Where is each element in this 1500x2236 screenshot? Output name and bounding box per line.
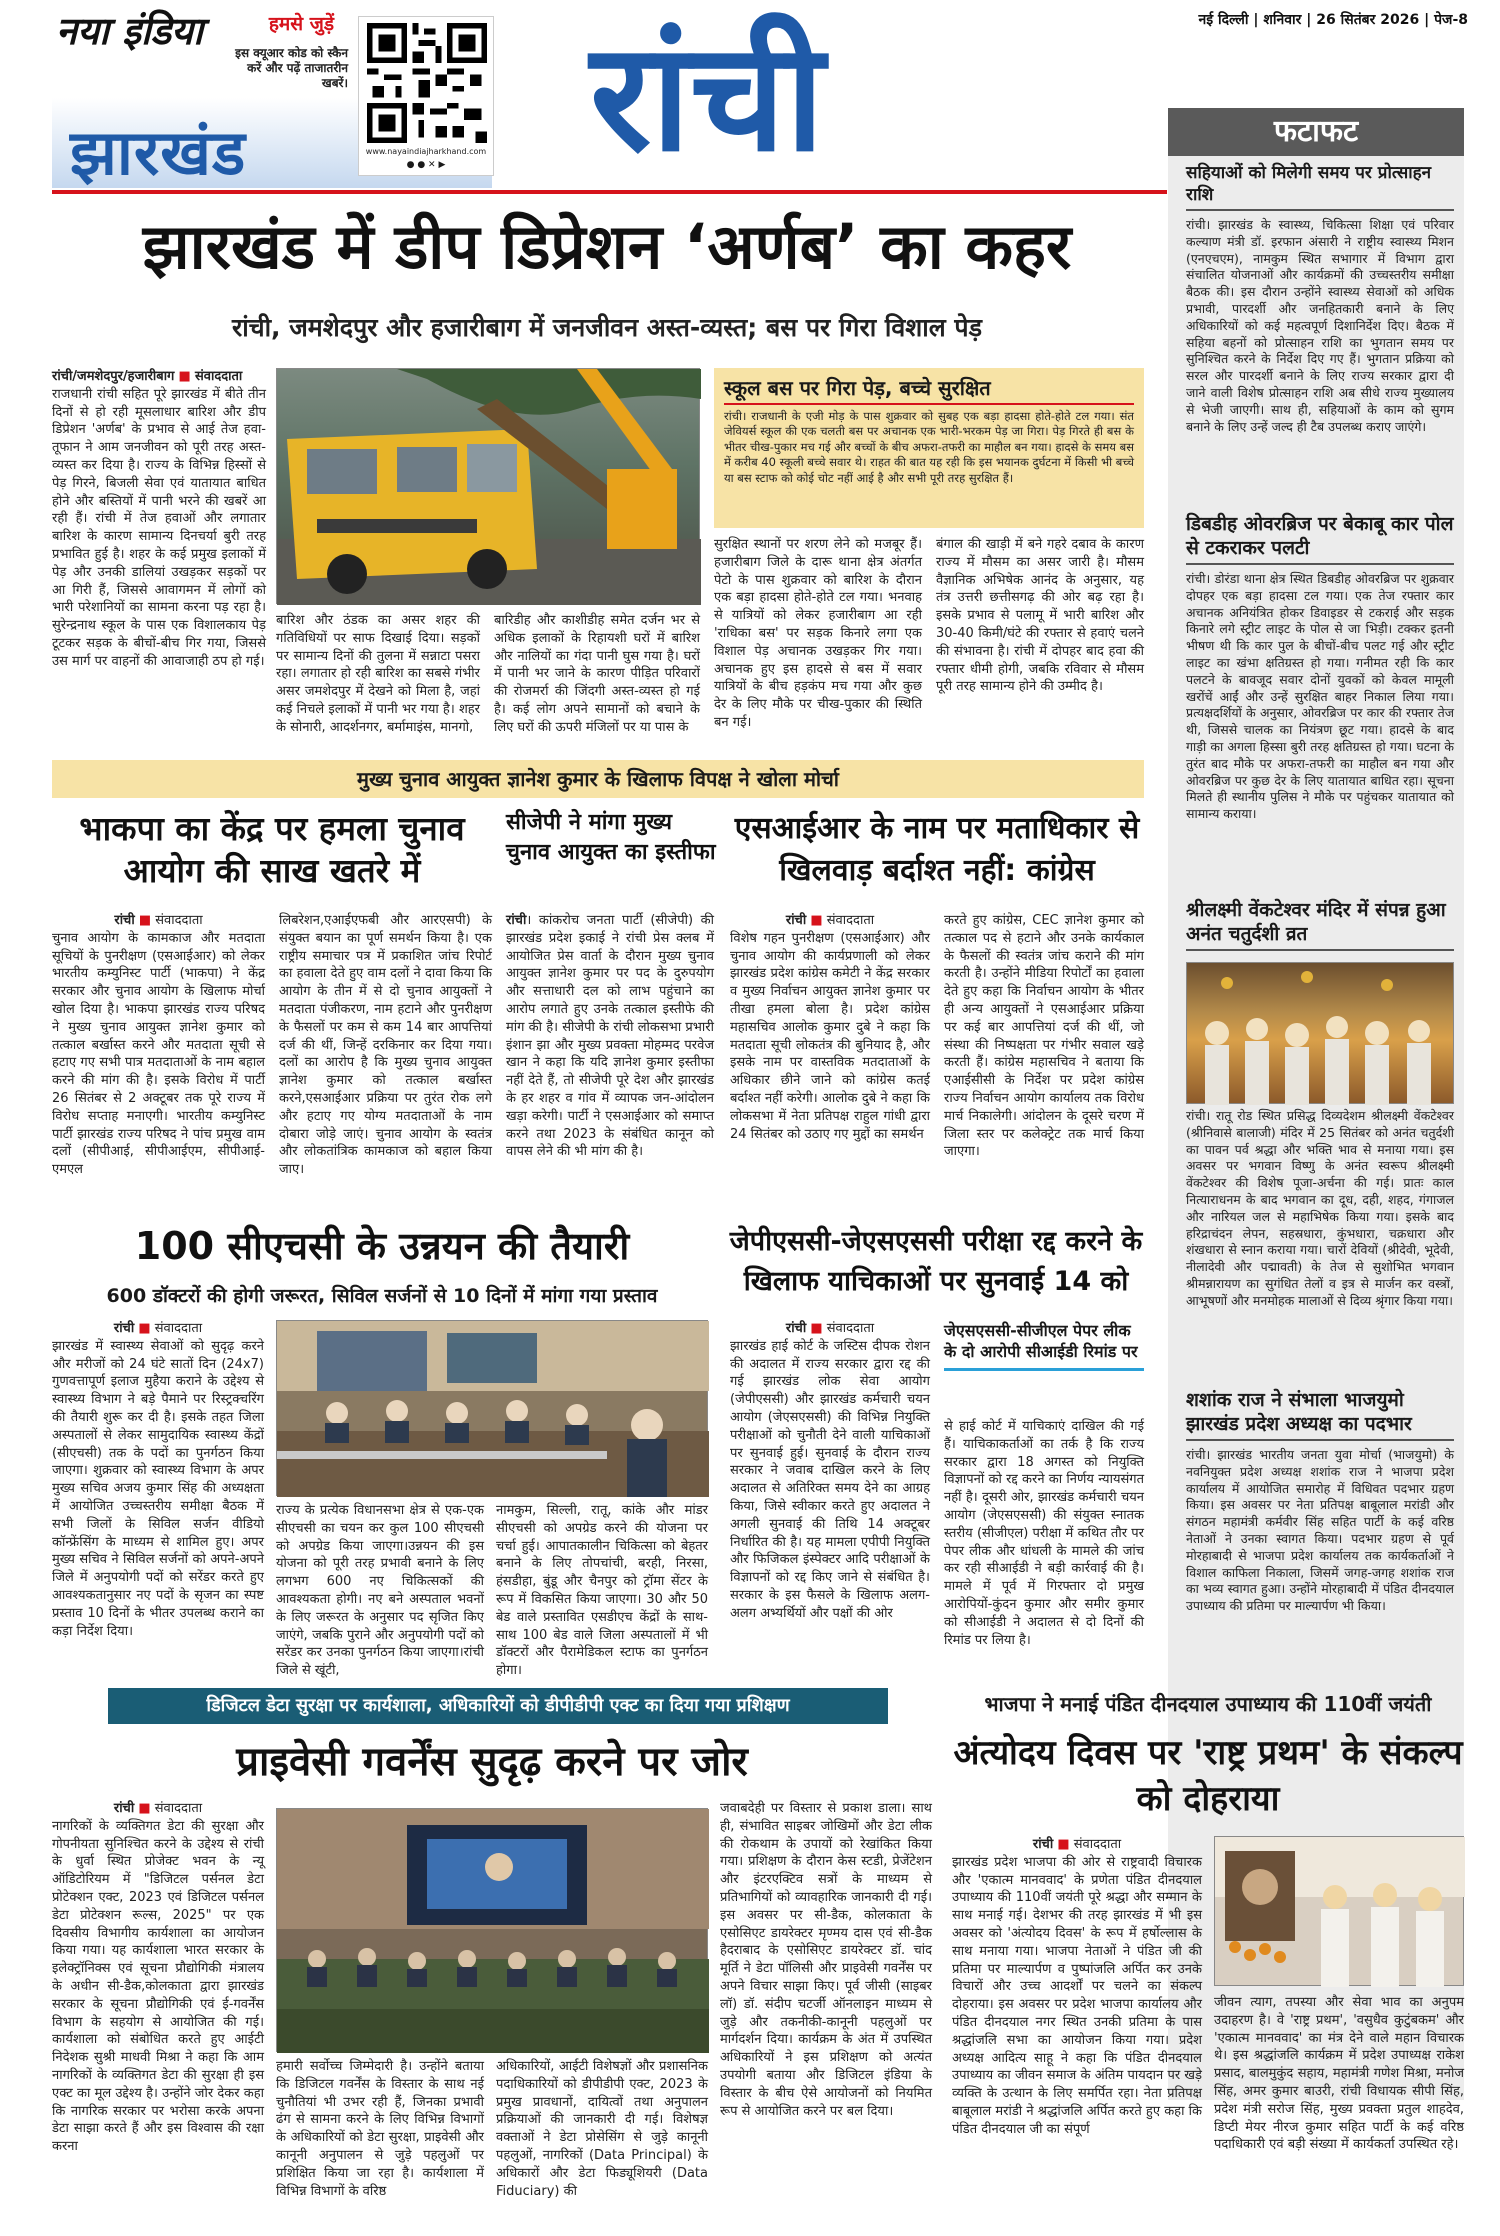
digital-col-4: जवाबदेही पर विस्तार से प्रकाश डाला। साथ ही, संभावित साइबर जोखिमों और डेटा लीक की रोकथाम के उपायों को रेखांकित किया गया। प्रशिक्षण के दौरान केस स्टडी, प्रेजेंटेशन और इंटरएक्टिव सत्रों के माध्यम से प्रतिभागियों को व्यावहारिक जानकारी दी गई। इस अवसर पर सी-डैक, कोलकाता के एसोसिएट डायरेक्टर मृण्मय दास एवं सी-डैक हैदराबाद के एसोसिएट डायरेक्टर डॉ. चांद मूर्ति ने डेटा पॉलिसी और प्राइवेसी गवर्नेंस पर अपने विचार साझा किए। पूर्व जीसी (साइबर लॉ) डॉ. संदीप चटर्जी ऑनलाइन माध्यम से जुड़े और तकनीकी-कानूनी पहलुओं पर मार्गदर्शन दिया। कार्यक्रम के अंत में उपस्थित अधिकारियों ने इस प्रशिक्षण को अत्यंत उपयोगी बताया और डिजिटल इंडिया के विस्तार के बीच ऐसे आयोजनों को नियमित रूप से आयोजित करने पर बल दिया। (720, 1801, 932, 2119)
meeting-photo (276, 1320, 708, 1496)
school-bus-text: रांची। राजधानी के एजी मोड़ के पास शुक्रवार को सुबह एक बड़ा हादसा होते-होते टल गया। संत जेवियर्स स्कूल की एक चलती बस पर अचानक एक भारी-भरकम पेड़ जा गिरा। पेड़ गिरते ही बस के भीतर चीख-पुकार मच गई और बच्चों के बीच अफरा-तफरी का माहौल बन गया। हादसे के समय बस में करीब 40 स्कूली बच्चे सवार थे। राहत की बात यह रही कि इस भयानक दुर्घटना में किसी भी बच्चे या बस स्टाफ को कोई चोट नहीं आई है और सभी पूरी तरह सुरक्षित हैं। (724, 409, 1134, 485)
congress-headline[interactable]: एसआईआर के नाम पर मताधिकार से खिलवाड़ बर्दाश्त नहीं: कांग्रेस (734, 811, 1140, 888)
lead-dateline: रांची/जमशेदपुर/हजारीबाग (52, 369, 175, 384)
registration-dot-icon: ■ (178, 369, 191, 384)
cpi-headline[interactable]: भाकपा का केंद्र पर हमला चुनाव आयोग की साख खतरे में (79, 809, 465, 890)
sidebar-label-text: फटाफट (1273, 114, 1359, 149)
cjp-text: कांकरोच जनता पार्टी (सीजेपी) की झारखंड प्रदेश इकाई ने रांची प्रेस क्लब में आयोजित प्रेस वार्ता के दौरान मुख्य चुनाव आयुक्त ज्ञानेश कुमार पर पद के दुरुपयोग और सत्ताधारी दल को लाभ पहुंचाने का आरोप लगाते हुए उनके तत्काल इस्तीफे की मांग की है। सीजेपी के रांची लोकसभा प्रभारी इंशान झा और मुख्य प्रवक्ता मोहम्मद परवेज खान ने कहा कि यदि ज्ञानेश कुमार इस्तीफा नहीं देते हैं, तो सीजेपी पूरे देश और झारखंड के हर शहर व गांव में व्यापक जन-आंदोलन खड़ा करेगी। पार्टी ने एसआईआर को समाप्त करने तथा 2023 के संबंधित कानून को वापस लेने की भी मांग की है। (506, 913, 714, 1160)
election-banner-text: मुख्य चुनाव आयुक्त ज्ञानेश कुमार के खिलाफ विपक्ष ने खोला मोर्चा (357, 767, 839, 791)
cpi-col-1 (52, 912, 265, 1212)
digital-byline: संवाददाता (154, 1801, 203, 1816)
cpi-dateline: रांची (114, 913, 135, 928)
registration-dot-icon: ■ (1057, 1837, 1070, 1852)
congress-body (730, 912, 1144, 1212)
sidebar-story-3[interactable] (1186, 898, 1454, 957)
jpsc-side-head: जेएसएससी-सीजीएल पेपर लीक के दो आरोपी सीआईडी रिमांड पर (944, 1320, 1144, 1371)
lead-col-5: बंगाल की खाड़ी में बने गहरे दबाव के कारण राज्य में मौसम का असर जारी है। मौसम वैज्ञानिक अभिषेक आनंद के अनुसार, यह तंत्र उत्तरी छत्तीसगढ़ की ओर बढ़ रहा है। इसके प्रभाव से पलामू में भारी बारिश और 30-40 किमी/घंटे की रफ्तार से हवाएं चलने की संभावना है। रांची में दोपहर बाद हवा की रफ्तार धीमी होगी, जबकि रविवार से मौसम पूरी तरह सामान्य होने की उम्मीद है। (936, 537, 1144, 695)
connect-title: हमसे जुड़ें (268, 13, 334, 35)
sidebar-label (1168, 108, 1464, 156)
antyodaya-col-1 (952, 1836, 1202, 2232)
lead-col-2: बारिश और ठंडक का असर शहर की गतिविधियों पर साफ दिखाई दिया। सड़कों पर सामान्य दिनों की तुलना में सन्नाटा पसरा रहा। लगातार हो रही बारिश का सबसे गंभीर असर जमशेदपुर में देखने को मिला है, जहां कई निचले इलाकों में पानी भर गया है। शहर के सोनारी, आदर्शनगर, बर्मामाइंस, मानगो, (276, 613, 480, 735)
dateline-top: नई दिल्ली | शनिवार | 26 सितंबर 2026 | पेज-8 (1198, 12, 1468, 28)
brand-top: नया इंडिया (56, 9, 203, 53)
sidebar-story-3-head: श्रीलक्ष्मी वेंकटेश्वर मंदिर में संपन्न हुआ अनंत चतुर्दशी व्रत (1186, 898, 1454, 951)
chc-col-2: राज्य के प्रत्येक विधानसभा क्षेत्र से एक-एक सीएचसी का चयन कर कुल 100 सीएचसी को अपग्रेड किया जाएगा।उन्नयन की इस योजना को पूरी तरह प्रभावी बनाने के लिए लगभग 600 नए चिकित्सकों की आवश्यकता होगी। नए बने अस्पताल भवनों के लिए जरूरत के अनुसार पद सृजित किए जाएंगे, जबकि पुराने और अनुपयोगी पदों को सरेंडर कर उनका पुनर्गठन किया जाएगा।रांची जिले से खूंटी, (276, 1503, 484, 1679)
congress-col-1 (730, 912, 930, 1212)
sidebar-story-2-text: रांची। डोरंडा थाना क्षेत्र स्थित डिबडीह ओवरब्रिज पर शुक्रवार दोपहर एक बड़ा हादसा टल गया। एक तेज रफ्तार कार अचानक अनियंत्रित होकर डिवाइडर से टकराई और सड़क किनारे लगे स्ट्रीट लाइट के पोल से जा भिड़ी। टक्कर इतनी भीषण थी कि कार पुल के बीचों-बीच पलट गई और स्ट्रीट लाइट का खंभा क्षतिग्रस्त हो गया। गनीमत रही कि कार पलटने के बावजूद सवार दोनों युवकों को केवल मामूली खरोंचें आईं और उन्हें सुरक्षित बाहर निकाल लिया गया। प्रत्यक्षदर्शियों के अनुसार, ओवरब्रिज पर कार की रफ्तार तेज थी, जिससे चालक का नियंत्रण छूट गया। हादसे के बाद गाड़ी का अगला हिस्सा बुरी तरह क्षतिग्रस्त हो गया। घटना के तुरंत बाद मौके पर अफरा-तफरी का माहौल बन गया और ओवरब्रिज पर कुछ देर के लिए यातायात बाधित रहा। सूचना मिलते ही स्थानीय पुलिस ने मौके पर पहुंचकर यातायात को सामान्य कराया। (1186, 571, 1454, 822)
social-icons: ● ● ✕ ▶ (406, 160, 446, 170)
chc-col-1 (52, 1320, 264, 1666)
qr-code-icon[interactable] (358, 16, 494, 176)
digital-headline[interactable]: प्राइवेसी गवर्नेंस सुदृढ़ करने पर जोर (236, 1739, 748, 1785)
congress-col-2: करते हुए कांग्रेस, CEC ज्ञानेश कुमार को तत्काल पद से हटाने और उनके कार्यकाल के फैसलों की स्वतंत्र जांच कराने की मांग करती है। उन्होंने मीडिया रिपोर्टों का हवाला देते हुए कहा कि निर्वाचन आयोग के भीतर ही अन्य आयुक्तों ने एसआईआर प्रक्रिया पर कई बार आपत्तियां दर्ज की थीं, जो संस्था की निष्पक्षता पर गंभीर सवाल खड़े करती हैं। कांग्रेस महासचिव ने बताया कि एआईसीसी के निर्देश पर प्रदेश कांग्रेस राज्य निर्वाचन आयोग कार्यालय तक विरोध मार्च निकालेगी। आंदोलन के दूसरे चरण में जिला स्तर पर कलेक्ट्रेट तक मार्च किया जाएगा। (944, 913, 1144, 1160)
registration-dot-icon: ■ (138, 1321, 151, 1336)
digital-col-1-text: नागरिकों के व्यक्तिगत डेटा की सुरक्षा और गोपनीयता सुनिश्चित करने के उद्देश्य से रांची के धुर्वा स्थित प्रोजेक्ट भवन के न्यू ऑडिटोरियम में "डिजिटल पर्सनल डेटा प्रोटेक्शन एक्ट, 2023 एवं डिजिटल पर्सनल डेटा प्रोटेक्शन रूल्स, 2025" पर एक दिवसीय विभागीय कार्यशाला का आयोजन किया गया। यह कार्यशाला भारत सरकार के इलेक्ट्रॉनिक्स एवं सूचना प्रौद्योगिकी मंत्रालय के अधीन सी-डैक,कोलकाता द्वारा झारखंड सरकार के सूचना प्रौद्योगिकी एवं ई-गवर्नेंस विभाग के सहयोग से आयोजित की गई। कार्यशाला को संबोधित करते हुए आईटी निदेशक सुश्री माधवी मिश्रा ने कहा कि आम नागरिकों के व्यक्तिगत डेटा की सुरक्षा ही इस एक्ट का मूल उद्देश्य है। उन्होंने जोर देकर कहा कि नागरिक सरकार पर भरोसा करके अपना डेटा साझा करते हैं और इस विश्वास की रक्षा करना (52, 1818, 264, 2155)
chc-headline[interactable]: 100 सीएचसी के उन्नयन की तैयारी (134, 1224, 630, 1268)
antyodaya-byline: संवाददाता (1073, 1837, 1122, 1852)
chc-dateline: रांची (113, 1321, 135, 1336)
cjp-sep: । (526, 913, 539, 928)
sidebar-story-1-text: रांची। झारखंड के स्वास्थ्य, चिकित्सा शिक्षा एवं परिवार कल्याण मंत्री डॉ. इरफान अंसारी ने राष्ट्रीय स्वास्थ्य मिशन (एनएचएम), नामकुम स्थित सभागार में विभाग द्वारा संचालित योजनाओं और कार्यक्रमों की उच्चस्तरीय समीक्षा बैठक की। इस दौरान उन्होंने स्वास्थ्य सेवाओं को अधिक प्रभावी, पारदर्शी और जनहितकारी बनाने के लिए अधिकारियों को कई महत्वपूर्ण दिशानिर्देश दिए। बैठक में सहिया बहनों को प्रोत्साहन राशि का भुगतान समय पर सुनिश्चित करने के निर्देश दिए गए हैं। भुगतान प्रक्रिया को सरल और पारदर्शी बनाने के लिए राज्य सरकार द्वारा दी जाने वाली विशेष प्रोत्साहन राशि अब सीधे राज्य मुख्यालय से भेजी जाएगी। साथ ही, सहियाओं के काम को सुगम बनाने के लिए उन्हें जल्द ही टैब उपलब्ध कराए जाएंगे। (1186, 217, 1454, 434)
jpsc-col-1 (730, 1320, 930, 1666)
digital-dateline: रांची (113, 1801, 135, 1816)
sidebar-story-2[interactable] (1186, 512, 1454, 901)
masthead-rule (52, 190, 1167, 194)
chc-col-1-text: झारखंड में स्वास्थ्य सेवाओं को सुदृढ़ करने और मरीजों को 24 घंटे सातों दिन (24x7) गुणवत्तापूर्ण इलाज मुहैया कराने के उद्देश्य से स्वास्थ्य विभाग ने बड़े पैमाने पर रिस्ट्रक्चरिंग की तैयारी शुरू कर दी है। इसके तहत जिला अस्पतालों से लेकर सामुदायिक स्वास्थ्य केंद्रों (सीएचसी) तक के पदों का पुनर्गठन किया जाएगा। शुक्रवार को स्वास्थ्य विभाग के अपर मुख्य सचिव अजय कुमार सिंह की अध्यक्षता में आयोजित उच्चस्तरीय समीक्षा बैठक में सभी जिलों के सिविल सर्जन वीडियो कॉन्फ्रेंसिंग के माध्यम से शामिल हुए। अपर मुख्य सचिव ने सिविल सर्जनों को अपने-अपने जिले में अनुपयोगी पदों को सरेंडर करते हुए आवश्यकतानुसार नए पदों के सृजन का स्पष्ट प्रस्ताव 10 दिनों के भीतर उपलब्ध कराने का कड़ा निर्देश दिया। (52, 1338, 264, 1639)
antyodaya-col-1-text: झारखंड प्रदेश भाजपा की ओर से राष्ट्रवादी विचारक और 'एकात्म मानववाद' के प्रणेता पंडित दीनदयाल उपाध्याय की 110वीं जयंती पूरे श्रद्धा और सम्मान के साथ मनाई गई। देशभर की तरह झारखंड में भी इस अवसर को 'अंत्योदय दिवस' के रूप में हर्षोल्लास के साथ मनाया गया। भाजपा नेताओं ने पंडित जी की प्रतिमा पर माल्यार्पण व पुष्पांजलि अर्पित कर उनके विचारों और उच्च आदर्शों पर चलने का संकल्प दोहराया। इस अवसर पर प्रदेश भाजपा कार्यालय और पंडित दीनदयाल नगर स्थित उनकी प्रतिमा के पास श्रद्धांजलि सभा का आयोजन किया गया। प्रदेश अध्यक्ष आदित्य साहू ने कहा कि पंडित दीनदयाल उपाध्याय का जीवन समाज के अंतिम पायदान पर खड़े व्यक्ति के उत्थान के लिए समर्पित रहा। नेता प्रतिपक्ष बाबूलाल मरांडी ने श्रद्धांजलि अर्पित करते हुए कहा कि पंडित दीनदयाल जी का संपूर्ण (952, 1854, 1202, 2137)
lead-col-1-text: राजधानी रांची सहित पूरे झारखंड में बीते तीन दिनों से हो रही मूसलाधार बारिश और डीप डिप्रेशन 'अर्णब' के प्रभाव से आई तेज हवा-तूफान ने आम जनजीवन को पूरी तरह अस्त-व्यस्त कर दिया है। राज्य के विभिन्न हिस्सों से पेड़ गिरने, बिजली सेवा एवं यातायात बाधित होने और बस्तियों में पानी भरने की खबरें आ रही हैं। रांची में तेज हवाओं और लगातार बारिश के कारण सामान्य दिनचर्या बुरी तरह प्रभावित हुई है। शहर के कई प्रमुख इलाकों में पेड़ और उनकी डालियां उखड़कर सड़कों पर आ गिरी हैं, जिससे आवागमन में लोगों को भारी परेशानियों का सामना करना पड़ रहा है। सुरेन्द्रनाथ स्कूल के पास एक विशालकाय पेड़ टूटकर सड़क के बीचों-बीच गिर गया, जिससे उस मार्ग पर वाहनों की आवाजाही ठप हो गई। (52, 386, 266, 669)
cpi-body (52, 912, 492, 1212)
sidebar-story-4-text: रांची। झारखंड भारतीय जनता युवा मोर्चा (भाजयुमो) के नवनियुक्त प्रदेश अध्यक्ष शशांक राज ने भाजपा प्रदेश कार्यालय में आयोजित समारोह में विधिवत पदभार ग्रहण किया। इस अवसर पर नेता प्रतिपक्ष बाबूलाल मरांडी और संगठन महामंत्री कर्मवीर सिंह सहित पार्टी के कई वरिष्ठ नेताओं ने उनका स्वागत किया। पदभार ग्रहण से पूर्व मोरहाबादी से भाजपा प्रदेश कार्यालय तक कार्यकर्ताओं ने विशाल काफिला निकाला, जिसमें जगह-जगह शशांक राज का भव्य स्वागत हुआ। उन्होंने मोरहाबादी में पंडित दीनदयाल उपाध्याय की प्रतिमा पर माल्यार्पण भी किया। (1186, 1447, 1454, 1614)
city-title: रांची (590, 11, 825, 185)
sidebar-story-4[interactable] (1186, 1388, 1454, 1659)
cjp-dateline: रांची (506, 913, 527, 928)
sidebar-story-3-text: रांची। रातू रोड स्थित प्रसिद्ध दिव्यदेशम श्रीलक्ष्मी वेंकटेश्वर (श्रीनिवासे बालाजी) मंदिर में 25 सितंबर को अनंत चतुर्दशी का पावन पर्व श्रद्धा और भक्ति भाव से मनाया गया। इस अवसर पर भगवान विष्णु के अनंत स्वरूप श्रीलक्ष्मी वेंकटेश्वर की विशेष पूजा-अर्चना की गई। प्रातः काल नित्याराधनम के बाद भगवान का दूध, दही, शहद, गंगाजल और नारियल जल से महाभिषेक किया गया। इसके बाद हरिद्राचंदन लेपन, सहस्रधारा, कुंभधारा, चक्रधारा और शंखधारा से स्नान कराया गया। चारों देवियों (श्रीदेवी, भूदेवी, नीलादेवी और पद्मावती) के तेज से सुशोभित भगवान श्रीमन्नारायण का सुगंधित तेलों व इत्र से मार्जन कर वस्त्रों, आभूषणों और मनमोहक मालाओं से दिव्य श्रृंगार किया गया। (1186, 1108, 1454, 1308)
lead-byline: संवाददाता (194, 369, 243, 384)
congress-dateline: रांची (785, 913, 807, 928)
qr-url: www.nayaindiajharkhand.com (365, 147, 487, 156)
cjp-body (506, 912, 714, 1212)
bus-photo (276, 368, 700, 604)
digital-col-3: अधिकारियों, आईटी विशेषज्ञों और प्रशासनिक पदाधिकारियों को डीपीडीपी एक्ट, 2023 के प्रमुख प्रावधानों, दायित्वों तथा अनुपालन प्रक्रियाओं की जानकारी दी गई। विशेषज्ञ वक्ताओं ने डेटा प्रोसेसिंग से जुड़े कानूनी पहलुओं, नागरिकों (Data Principal) के अधिकारों और डेटा फिड्यूशियरी (Data Fiduciary) की (496, 2059, 708, 2199)
lead-col-3: बारिडीह और काशीडीह समेत दर्जन भर से अधिक इलाकों के रिहायशी घरों में बारिश और नालियों का गंदा पानी घुस गया है। घरों में पानी भर जाने के कारण पीड़ित परिवारों की रोजमर्रा की जिंदगी अस्त-व्यस्त हो गई है। कई लोग अपने सामानों को बचाने के लिए घरों की ऊपरी मंजिलों पर या पास के (494, 613, 700, 735)
chc-subhead: 600 डॉक्टरों की होगी जरूरत, सिविल सर्जनों से 10 दिनों में मांगा गया प्रस्ताव (106, 1285, 658, 1307)
workshop-photo (276, 1808, 708, 2052)
digital-col-2: हमारी सर्वोच्च जिम्मेदारी है। उन्होंने बताया कि डिजिटल गवर्नेंस के विस्तार के साथ नई चुनौतियां भी उभर रही हैं, जिनका प्रभावी ढंग से सामना करने के लिए विभिन्न विभागों के अधिकारियों को डेटा सुरक्षा, प्राइवेसी और कानूनी अनुपालन से जुड़े पहलुओं पर प्रशिक्षित किया जा रहा है। कार्यशाला में विभिन्न विभागों के वरिष्ठ (276, 2059, 484, 2199)
sidebar-story-1[interactable] (1186, 162, 1454, 489)
connect-text: इस क्यूआर कोड को स्कैन करें और पढ़ें ताजातरीन खबरें। (235, 46, 348, 90)
congress-byline: संवाददाता (826, 913, 875, 928)
registration-dot-icon: ■ (138, 913, 152, 928)
registration-dot-icon: ■ (138, 1801, 151, 1816)
lead-col-4: सुरक्षित स्थानों पर शरण लेने को मजबूर हैं। हजारीबाग जिले के दारू थाना क्षेत्र अंतर्गत पेटो के पास शुक्रवार को बारिश के दौरान एक बड़ा हादसा होते-होते टल गया। भनवाह से यात्रियों को लेकर हजारीबाग आ रही 'राधिका बस' पर सड़क किनारे लगा एक विशाल पेड़ अचानक उखड़कर गिर गया। अचानक हुए इस हादसे से बस में सवार यात्रियों के बीच हड़कंप मच गया और कुछ देर के लिए मौके पर चीख-पुकार की स्थिति बन गई। (714, 537, 922, 730)
school-bus-box[interactable] (714, 368, 1144, 528)
brand-region: झारखंड (70, 116, 247, 189)
temple-photo (1186, 962, 1454, 1104)
digital-col-1 (52, 1800, 264, 2232)
antyodaya-kicker: भाजपा ने मनाई पंडित दीनदयाल उपाध्याय की 110वीं जयंती (984, 1692, 1432, 1716)
cjp-headline[interactable]: सीजेपी ने मांगा मुख्य चुनाव आयुक्त का इस्तीफा (506, 810, 716, 865)
sidebar-story-1-head: सहियाओं को मिलेगी समय पर प्रोत्साहन राशि (1186, 162, 1454, 211)
jpsc-headline[interactable]: जेपीएससी-जेएसएससी परीक्षा रद्द करने के खिलाफ याचिकाओं पर सुनवाई 14 को (729, 1226, 1143, 1297)
registration-dot-icon: ■ (810, 1321, 823, 1336)
chc-col-3: नामकुम, सिल्ली, रातू, कांके और मांडर सीएचसी को अपग्रेड करने की योजना पर चर्चा हुई। आपातकालीन चिकित्सा को बेहतर बनाने के लिए तोपचांची, बरही, निरसा, हंसडीहा, बुंडू और चैनपुर को ट्रॉमा सेंटर के रूप में विकसित किया जाएगा। 30 और 50 बेड वाले प्रस्तावित एसडीएच केंद्रों के साथ-साथ 100 बेड वाले जिला अस्पतालों में भी डॉक्टरों और पैरामेडिकल स्टाफ का पुनर्गठन होगा। (496, 1503, 708, 1679)
jpsc-col-1-text: झारखंड हाई कोर्ट के जस्टिस दीपक रोशन की अदालत में राज्य सरकार द्वारा रद्द की गई झारखंड लोक सेवा आयोग (जेपीएससी) और झारखंड कर्मचारी चयन आयोग (जेएसएससी) की विभिन्न नियुक्ति परीक्षाओं को चुनौती देने वाली याचिकाओं पर सुनवाई हुई। सुनवाई के दौरान राज्य सरकार ने जवाब दाखिल करने के लिए अदालत से अतिरिक्त समय देने का आग्रह किया, जिसे स्वीकार करते हुए अदालत ने अगली सुनवाई की तिथि 14 अक्टूबर निर्धारित की है। यह मामला एपीपी नियुक्ति और फिजिकल इंस्पेक्टर आदि परीक्षाओं के विज्ञापनों को रद्द किए जाने से संबंधित है। सरकार के इस फैसले के खिलाफ अलग-अलग अभ्यर्थियों और पक्षों की ओर (730, 1338, 930, 1621)
antyodaya-col-2: जीवन त्याग, तपस्या और सेवा भाव का अनुपम उदाहरण है। वे 'राष्ट्र प्रथम', 'वसुधैव कुटुंबकम' और 'एकात्म मानववाद' का मंत्र देने वाले महान विचारक थे। इस श्रद्धांजलि कार्यक्रम में प्रदेश उपाध्यक्ष राकेश प्रसाद, बालमुकुंद सहाय, महामंत्री गणेश मिश्रा, मनोज सिंह, अमर कुमार बाउरी, रांची विधायक सीपी सिंह, प्रदेश मंत्री सरोज सिंह, मुख्य प्रवक्ता प्रतुल शाहदेव, डिप्टी मेयर नीरज कुमार सहित पार्टी के कई वरिष्ठ पदाधिकारी एवं बड़ी संख्या में कार्यकर्ता उपस्थित रहे। (1214, 1995, 1464, 2153)
sidebar-story-3-body (1186, 1108, 1454, 1382)
digital-banner (108, 1688, 888, 1724)
chc-byline: संवाददाता (154, 1321, 203, 1336)
cpi-byline: संवाददाता (155, 913, 203, 928)
jpsc-dateline: रांची (785, 1321, 807, 1336)
sidebar-story-4-head: शशांक राज ने संभाला भाजयुमो झारखंड प्रदेश अध्यक्ष का पदभार (1186, 1388, 1454, 1441)
jpsc-col-2: से हाई कोर्ट में याचिकाएं दाखिल की गई हैं। याचिकाकर्ताओं का तर्क है कि राज्य सरकार द्वारा 18 अगस्त को नियुक्ति विज्ञापनों को रद्द करने का निर्णय न्यायसंगत नहीं है। दूसरी ओर, झारखंड कर्मचारी चयन आयोग (जेएसएससी) की संयुक्त स्नातक स्तरीय (सीजीएल) परीक्षा में कथित तौर पर पेपर लीक और धांधली के मामले की जांच कर रही सीआईडी ने बड़ी कार्रवाई की है। मामले में पूर्व में गिरफ्तार दो प्रमुख आरोपियों-कुंदन कुमार और समीर कुमार को सीआईडी ने अदालत से दो दिनों की रिमांड पर लिया है। (944, 1419, 1144, 1648)
election-banner (52, 760, 1144, 798)
registration-dot-icon: ■ (810, 913, 823, 928)
antyodaya-headline[interactable]: अंत्योदय दिवस पर 'राष्ट्र प्रथम' के संकल्प को दोहराया (953, 1733, 1463, 1819)
jpsc-byline: संवाददाता (826, 1321, 875, 1336)
cpi-col-1-text: चुनाव आयोग के कामकाज और मतदाता सूचियों के पुनरीक्षण (एसआईआर) को लेकर भारतीय कम्युनिस्ट पार्टी (भाकपा) ने केंद्र सरकार और चुनाव आयोग के खिलाफ मोर्चा खोल दिया है। भाकपा झारखंड राज्य परिषद ने मुख्य चुनाव आयुक्त ज्ञानेश कुमार को तत्काल बर्खास्त करने और मतदाता सूची से हटाए गए सभी पात्र मतदाताओं के नाम बहाल करने की मांग की है। इसके विरोध में पार्टी 26 सितंबर से 2 अक्टूबर तक पूरे राज्य में विरोध सप्ताह मनाएगी। भारतीय कम्युनिस्ट पार्टी झारखंड राज्य परिषद ने पांच प्रमुख वाम दलों (सीपीआई, सीपीआईएम, सीपीआई-एमएल (52, 930, 265, 1178)
sidebar-story-2-head: डिबडीह ओवरब्रिज पर बेकाबू कार पोल से टकराकर पलटी (1186, 512, 1454, 565)
tribute-photo (1214, 1836, 1464, 1986)
lead-headline[interactable]: झारखंड में डीप डिप्रेशन ‘अर्णब’ का कहर (142, 210, 1072, 283)
lead-col-1 (52, 368, 266, 744)
cpi-col-2: लिबरेशन,एआईएफबी और आरएसपी) के संयुक्त बयान का पूर्ण समर्थन किया है। एक राष्ट्रीय समाचार पत्र में प्रकाशित जांच रिपोर्ट का हवाला देते हुए वाम दलों ने दावा किया कि आयोग के तीन में से दो चुनाव आयुक्तों ने मतदाता पंजीकरण, नाम हटाने और पुनरीक्षण के फैसलों पर कम से कम 14 बार आपत्तियां दर्ज की थीं, जिन्हें दरकिनार कर दिया गया। दलों का आरोप है कि मुख्य चुनाव आयुक्त ज्ञानेश कुमार को तत्काल बर्खास्त करने,एसआईआर प्रक्रिया पर तुरंत रोक लगे और हटाए गए योग्य मतदाताओं के नाम दोबारा जोड़े जाएं। चुनाव आयोग के स्वतंत्र और लोकतांत्रिक कामकाज को बहाल किया जाए। (279, 913, 492, 1178)
digital-banner-text: डिजिटल डेटा सुरक्षा पर कार्यशाला, अधिकारियों को डीपीडीपी एक्ट का दिया गया प्रशिक्षण (206, 1695, 790, 1716)
congress-col-1-text: विशेष गहन पुनरीक्षण (एसआईआर) और चुनाव आयोग की कार्यप्रणाली को लेकर झारखंड प्रदेश कांग्रेस कमेटी ने केंद्र सरकार व मुख्य निर्वाचन आयुक्त ज्ञानेश कुमार पर तीखा हमला बोला है। प्रदेश कांग्रेस महासचिव आलोक कुमार दुबे ने कहा कि मतदाता सूची लोकतंत्र की बुनियाद है, और इसके नाम पर वास्तविक मतदाताओं के अधिकार छीने जाने को कांग्रेस कतई बर्दाश्त नहीं करेगी। आलोक दुबे ने कहा कि लोकसभा में नेता प्रतिपक्ष राहुल गांधी द्वारा 24 सितंबर को उठाए गए मुद्दों का समर्थन (730, 930, 930, 1142)
antyodaya-dateline: रांची (1032, 1837, 1054, 1852)
school-bus-headline: स्कूल बस पर गिरा पेड़, बच्चे सुरक्षित (724, 376, 1134, 405)
lead-subhead: रांची, जमशेदपुर और हजारीबाग में जनजीवन अस्त-व्यस्त; बस पर गिरा विशाल पेड़ (232, 313, 982, 342)
